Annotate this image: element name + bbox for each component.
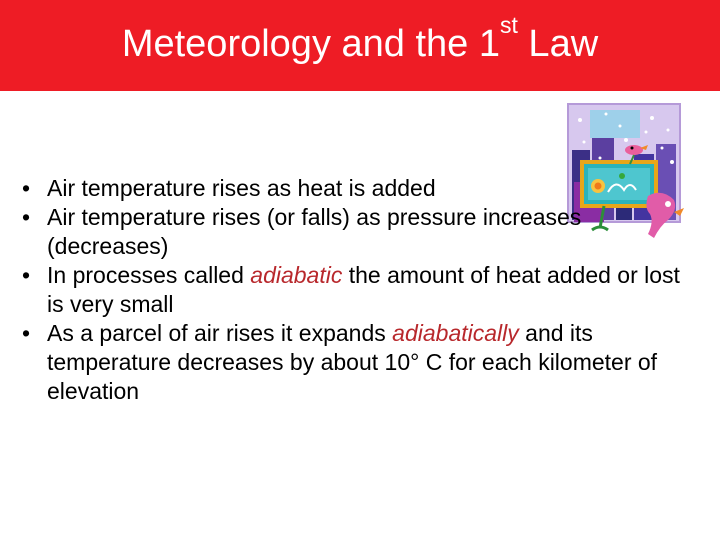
bullet-glyph: • (22, 175, 31, 201)
bullet-item-1 (22, 174, 702, 203)
bullet-text-after: and its temperature decreases by about 10° C for each kilometer of elevation (47, 320, 658, 404)
bullet-glyph: • (22, 320, 31, 346)
title-bar (0, 0, 720, 91)
title-end: Law (517, 23, 599, 65)
bullet-list (22, 174, 702, 406)
bullet-text-before: In processes called (47, 262, 251, 288)
title-main: Meteorology and the 1 (121, 23, 500, 65)
bullet-glyph: • (22, 262, 31, 288)
bullet-text: Air temperature rises as heat is added (47, 175, 436, 201)
bullet-text-before: As a parcel of air rises it expands (47, 320, 393, 346)
bullet-item-4 (22, 319, 702, 406)
slide-title (0, 12, 720, 70)
title-superscript: st (499, 12, 518, 38)
bullet-item-3 (22, 261, 702, 319)
emphasized-term: adiabatically (392, 320, 519, 346)
bullet-item-2 (22, 203, 702, 261)
bullet-glyph: • (22, 204, 31, 230)
bullet-text-after: the amount of heat added or lost is very small (47, 262, 680, 317)
bullet-text: Air temperature rises (or falls) as pressure increases (decreases) (47, 204, 582, 259)
emphasized-term: adiabatic (250, 262, 343, 288)
